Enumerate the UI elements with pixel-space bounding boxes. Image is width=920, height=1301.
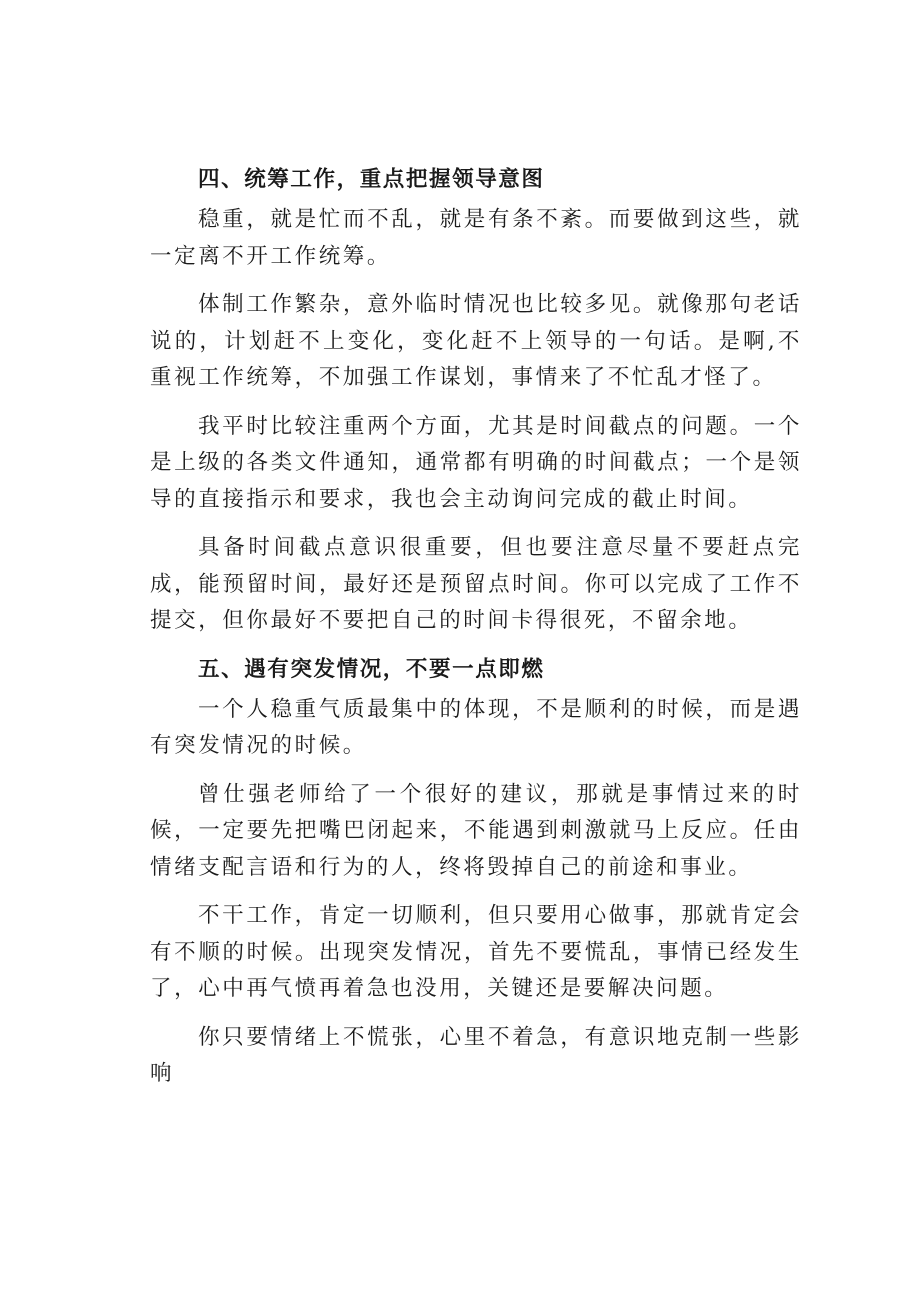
section-heading: 五、遇有突发情况，不要一点即燃 — [198, 656, 545, 682]
paragraph: 我平时比较注重两个方面，尤其是时间截点的问题。一个是上级的各类文件通知，通常都有明确的时间截点；一个是领导的直接指示和要求，我也会主动询问完成的截止时间。 — [150, 413, 802, 512]
document-page — [150, 160, 802, 1105]
paragraph: 你只要情绪上不慌张，心里不着急，有意识地克制一些影响 — [150, 1024, 802, 1086]
section-four — [150, 160, 802, 640]
paragraph: 不干工作，肯定一切顺利，但只要用心做事，那就肯定会有不顺的时候。出现突发情况，首先不要慌乱，事情已经发生了，心中再气愤再着急也没用，关键还是要解决问题。 — [150, 903, 802, 1001]
paragraph: 体制工作繁杂，意外临时情况也比较多见。就像那句老话说的，计划赶不上变化，变化赶不上领导的一句话。是啊,不重视工作统筹，不加强工作谋划，事情来了不忙乱才怪了。 — [150, 292, 802, 390]
section-heading: 四、统筹工作，重点把握领导意图 — [198, 167, 545, 192]
section-five — [150, 650, 802, 1093]
paragraph: 曾仕强老师给了一个很好的建议，那就是事情过来的时候，一定要先把嘴巴闭起来，不能遇到刺激就马上反应。任由情绪支配言语和行为的人，终将毁掉自己的前途和事业。 — [150, 781, 802, 880]
paragraph: 一个人稳重气质最集中的体现，不是顺利的时候，而是遇有突发情况的时候。 — [150, 696, 802, 758]
paragraph: 稳重，就是忙而不乱，就是有条不紊。而要做到这些，就一定离不开工作统筹。 — [150, 207, 802, 269]
paragraph: 具备时间截点意识很重要，但也要注意尽量不要赶点完成，能预留时间，最好还是预留点时间。你可以完成了工作不提交，但你最好不要把自己的时间卡得很死，不留余地。 — [150, 535, 802, 633]
